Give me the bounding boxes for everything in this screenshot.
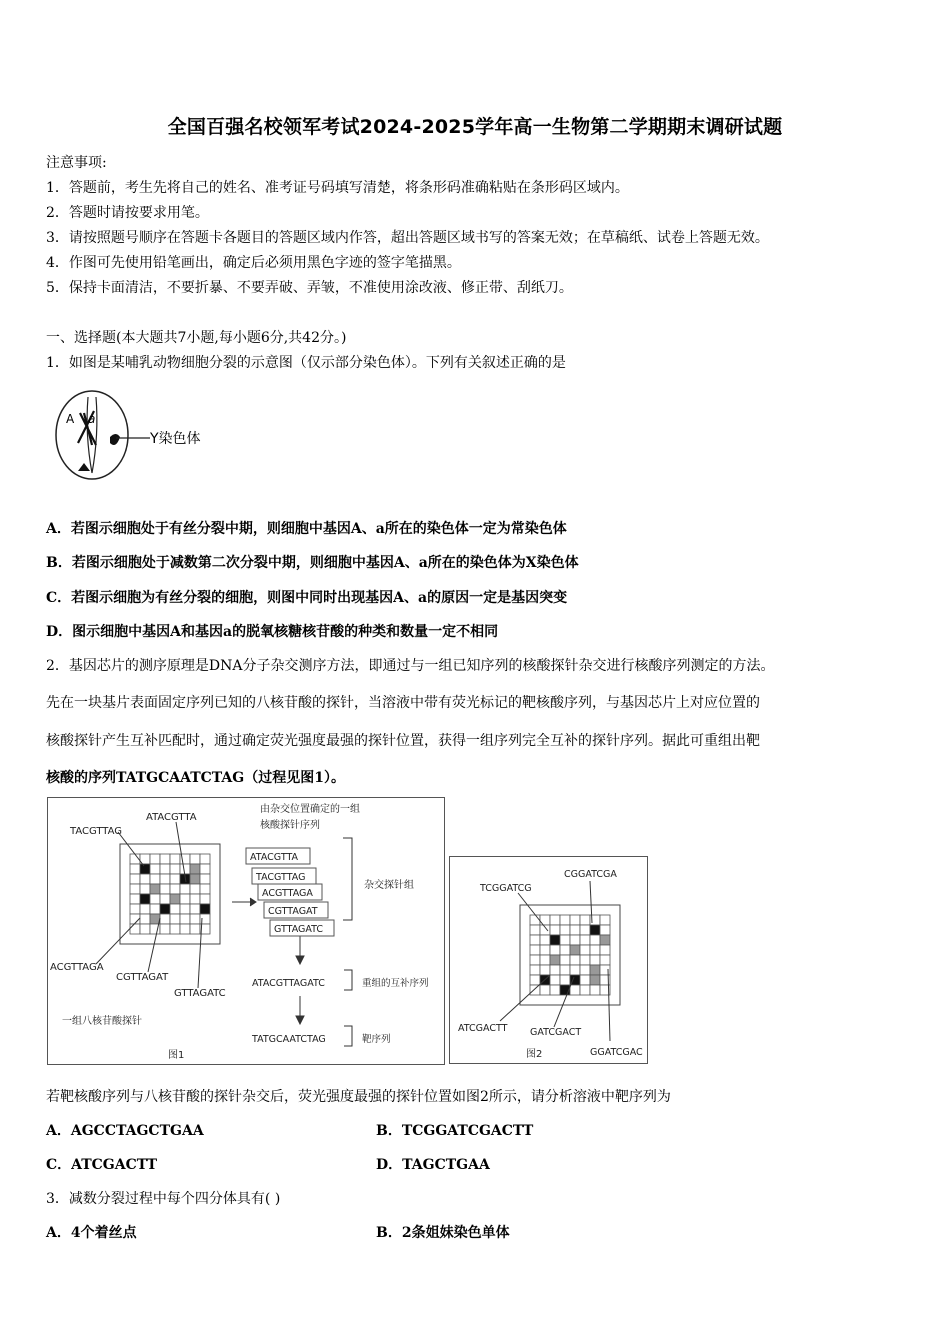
- gene-A-label: A: [66, 412, 75, 426]
- grid-cell: [550, 945, 560, 955]
- grid-cell: [180, 884, 190, 894]
- section-heading: 一、选择题(本大题共7小题,每小题6分,共42分。): [46, 330, 347, 346]
- grid-cell: [540, 945, 550, 955]
- fig1-probe-label: GTTAGATC: [174, 988, 226, 999]
- grid-cell: [170, 924, 180, 934]
- notice-item: 1．答题前，考生先将自己的姓名、准考证号码填写清楚，将条形码准确粘贴在条形码区域内。: [46, 180, 629, 196]
- notice-item: 2．答题时请按要求用笔。: [46, 205, 209, 221]
- fig1-stack-probe: TACGTTAG: [256, 872, 306, 883]
- grid-cell: [550, 925, 560, 935]
- grid-cell: [130, 864, 140, 874]
- grid-cell: [550, 975, 560, 985]
- grid-cell: [190, 864, 200, 874]
- q2-option-c[interactable]: C．ATCGACTT: [46, 1157, 158, 1173]
- grid-cell: [560, 975, 570, 985]
- fig1-stack-probe: GTTAGATC: [274, 924, 324, 935]
- grid-cell: [580, 915, 590, 925]
- grid-cell: [180, 914, 190, 924]
- fig2-probe-label: GGATCGAC: [590, 1047, 643, 1058]
- grid-cell: [600, 935, 610, 945]
- grid-cell: [170, 894, 180, 904]
- grid-cell: [180, 894, 190, 904]
- grid-cell: [580, 985, 590, 995]
- q2-stem-line: 2．基因芯片的测序原理是DNA分子杂交测序方法，即通过与一组已知序列的核酸探针杂交进行核酸序列测定的方法。: [46, 658, 775, 674]
- grid-cell: [590, 985, 600, 995]
- grid-cell: [200, 864, 210, 874]
- q2-option-d[interactable]: D．TAGCTGAA: [376, 1157, 490, 1173]
- grid-cell: [550, 955, 560, 965]
- grid-cell: [160, 874, 170, 884]
- page-title: 全国百强名校领军考试2024-2025学年高一生物第二学期期末调研试题: [167, 116, 783, 138]
- grid-cell: [150, 904, 160, 914]
- grid-cell: [170, 904, 180, 914]
- cell-division-figure: [50, 385, 230, 485]
- figure-1: [47, 797, 445, 1065]
- grid-cell: [150, 894, 160, 904]
- grid-cell: [160, 894, 170, 904]
- grid-cell: [140, 924, 150, 934]
- grid-cell: [160, 914, 170, 924]
- q1-option-d[interactable]: D．图示细胞中基因A和基因a的脱氧核糖核苷酸的种类和数量一定不相同: [46, 624, 499, 640]
- grid-cell: [140, 894, 150, 904]
- grid-cell: [590, 945, 600, 955]
- fig1-recombined-label: 重组的互补序列: [362, 978, 429, 989]
- grid-cell: [130, 874, 140, 884]
- grid-cell: [190, 874, 200, 884]
- grid-cell: [580, 975, 590, 985]
- grid-cell: [180, 924, 190, 934]
- grid-cell: [560, 915, 570, 925]
- grid-cell: [600, 925, 610, 935]
- fig2-probe-label: CGGATCGA: [564, 869, 617, 880]
- notice-item: 4．作图可先使用铅笔画出，确定后必须用黑色字迹的签字笔描黑。: [46, 255, 461, 271]
- grid-cell: [570, 965, 580, 975]
- grid-cell: [570, 945, 580, 955]
- grid-cell: [530, 945, 540, 955]
- grid-cell: [530, 975, 540, 985]
- grid-cell: [570, 955, 580, 965]
- fig1-stack-label: 杂交探针组: [364, 880, 414, 891]
- grid-cell: [550, 935, 560, 945]
- grid-cell: [600, 945, 610, 955]
- fig1-caption: 图1: [168, 1050, 185, 1061]
- fig1-probe-label: ATACGTTA: [146, 812, 197, 823]
- fig1-left-label: 一组八核苷酸探针: [62, 1016, 142, 1027]
- grid-cell: [570, 935, 580, 945]
- grid-cell: [560, 965, 570, 975]
- grid-cell: [590, 925, 600, 935]
- grid-cell: [160, 854, 170, 864]
- fig2-probe-label: ATCGACTT: [458, 1023, 508, 1034]
- grid-cell: [540, 935, 550, 945]
- grid-cell: [530, 935, 540, 945]
- fig2-probe-label: TCGGATCG: [480, 883, 532, 894]
- grid-cell: [160, 924, 170, 934]
- probe-array-grid: [520, 905, 620, 1005]
- notice-item: 3．请按照题号顺序在答题卡各题目的答题区域内作答，超出答题区域书写的答案无效；在草稿纸、试卷上答题无效。: [46, 230, 769, 246]
- q2-stem-line: 核酸的序列TATGCAATCTAG（过程见图1）。: [46, 770, 345, 786]
- grid-cell: [590, 975, 600, 985]
- fig1-title-line: 由杂交位置确定的一组: [260, 804, 360, 815]
- grid-cell: [150, 854, 160, 864]
- grid-cell: [600, 955, 610, 965]
- grid-cell: [170, 884, 180, 894]
- grid-cell: [560, 935, 570, 945]
- grid-cell: [200, 894, 210, 904]
- grid-cell: [550, 985, 560, 995]
- grid-cell: [570, 915, 580, 925]
- grid-cell: [170, 914, 180, 924]
- q3-option-a[interactable]: A．4个着丝点: [46, 1225, 137, 1241]
- question-3-stem: 3．减数分裂过程中每个四分体具有( ): [46, 1191, 281, 1207]
- grid-cell: [170, 874, 180, 884]
- fig1-recombined: ATACGTTAGATC: [252, 978, 325, 989]
- q1-option-c[interactable]: C．若图示细胞为有丝分裂的细胞，则图中同时出现基因A、a的原因一定是基因突变: [46, 590, 568, 606]
- grid-cell: [190, 894, 200, 904]
- grid-cell: [190, 914, 200, 924]
- grid-cell: [160, 864, 170, 874]
- q2-stem-line: 核酸探针产生互补匹配时，通过确定荧光强度最强的探针位置，获得一组序列完全互补的探针序列。据此可重组出靶: [46, 733, 760, 749]
- grid-cell: [180, 904, 190, 914]
- grid-cell: [150, 874, 160, 884]
- fig2-probe-label: GATCGACT: [530, 1027, 582, 1038]
- notice-item: 5．保持卡面清洁，不要折暴、不要弄破、弄皱，不准使用涂改液、修正带、刮纸刀。: [46, 280, 573, 296]
- grid-cell: [540, 955, 550, 965]
- y-chromosome-label: Y染色体: [150, 431, 201, 447]
- grid-cell: [170, 864, 180, 874]
- grid-cell: [190, 924, 200, 934]
- grid-cell: [160, 904, 170, 914]
- grid-cell: [590, 965, 600, 975]
- grid-cell: [530, 915, 540, 925]
- grid-cell: [530, 955, 540, 965]
- grid-cell: [560, 925, 570, 935]
- fig1-title-line: 核酸探针序列: [260, 820, 320, 831]
- grid-cell: [580, 935, 590, 945]
- fig1-probe-label: ACGTTAGA: [50, 962, 104, 973]
- fig1-stack-probe: ATACGTTA: [250, 852, 299, 863]
- grid-cell: [160, 884, 170, 894]
- q2-stem-line: 先在一块基片表面固定序列已知的八核苷酸的探针，当溶液中带有荧光标记的靶核酸序列，与基因芯片上对应位置的: [46, 695, 760, 711]
- grid-cell: [140, 914, 150, 924]
- grid-cell: [200, 874, 210, 884]
- grid-cell: [140, 884, 150, 894]
- grid-cell: [190, 884, 200, 894]
- fig2-caption: 图2: [526, 1049, 543, 1060]
- grid-cell: [540, 965, 550, 975]
- grid-cell: [600, 915, 610, 925]
- grid-cell: [140, 874, 150, 884]
- grid-cell: [560, 955, 570, 965]
- grid-cell: [200, 854, 210, 864]
- grid-cell: [150, 864, 160, 874]
- grid-cell: [590, 955, 600, 965]
- grid-cell: [130, 894, 140, 904]
- grid-cell: [180, 864, 190, 874]
- fig1-target: TATGCAATCTAG: [252, 1034, 326, 1045]
- grid-cell: [150, 884, 160, 894]
- figure-2: [449, 856, 648, 1064]
- grid-cell: [570, 925, 580, 935]
- grid-cell: [190, 854, 200, 864]
- gene-a-label: a: [88, 412, 96, 426]
- grid-cell: [200, 904, 210, 914]
- probe-array-grid: [120, 844, 220, 944]
- notice-heading: 注意事项:: [46, 155, 107, 171]
- q2-option-a[interactable]: A．AGCCTAGCTGAA: [46, 1123, 204, 1139]
- grid-cell: [540, 985, 550, 995]
- q1-option-b[interactable]: B．若图示细胞处于减数第二次分裂中期，则细胞中基因A、a所在的染色体为X染色体: [46, 555, 579, 571]
- grid-cell: [130, 884, 140, 894]
- grid-cell: [580, 955, 590, 965]
- q3-option-b[interactable]: B．2条姐妹染色单体: [376, 1225, 510, 1241]
- grid-cell: [530, 925, 540, 935]
- grid-cell: [590, 935, 600, 945]
- grid-cell: [130, 904, 140, 914]
- grid-cell: [550, 965, 560, 975]
- fig1-target-label: 靶序列: [362, 1034, 391, 1045]
- grid-cell: [550, 915, 560, 925]
- q2-option-b[interactable]: B．TCGGATCGACTT: [376, 1123, 534, 1139]
- grid-cell: [530, 965, 540, 975]
- grid-cell: [200, 884, 210, 894]
- grid-cell: [530, 985, 540, 995]
- fig1-probe-label: TACGTTAG: [70, 826, 123, 837]
- fig1-probe-label: CGTTAGAT: [116, 972, 169, 983]
- question-1-stem: 1．如图是某哺乳动物细胞分裂的示意图（仅示部分染色体）。下列有关叙述正确的是: [46, 355, 566, 371]
- grid-cell: [580, 965, 590, 975]
- fig1-stack-probe: CGTTAGAT: [268, 906, 318, 917]
- fig1-stack-probe: ACGTTAGA: [262, 888, 313, 899]
- grid-cell: [580, 945, 590, 955]
- grid-cell: [580, 925, 590, 935]
- q2-question: 若靶核酸序列与八核苷酸的探针杂交后，荧光强度最强的探针位置如图2所示，请分析溶液中靶序列为: [46, 1089, 671, 1105]
- grid-cell: [170, 854, 180, 864]
- grid-cell: [190, 904, 200, 914]
- q1-option-a[interactable]: A．若图示细胞处于有丝分裂中期，则细胞中基因A、a所在的染色体一定为常染色体: [46, 521, 567, 537]
- grid-cell: [570, 985, 580, 995]
- grid-cell: [130, 924, 140, 934]
- grid-cell: [140, 904, 150, 914]
- grid-cell: [140, 864, 150, 874]
- grid-cell: [560, 945, 570, 955]
